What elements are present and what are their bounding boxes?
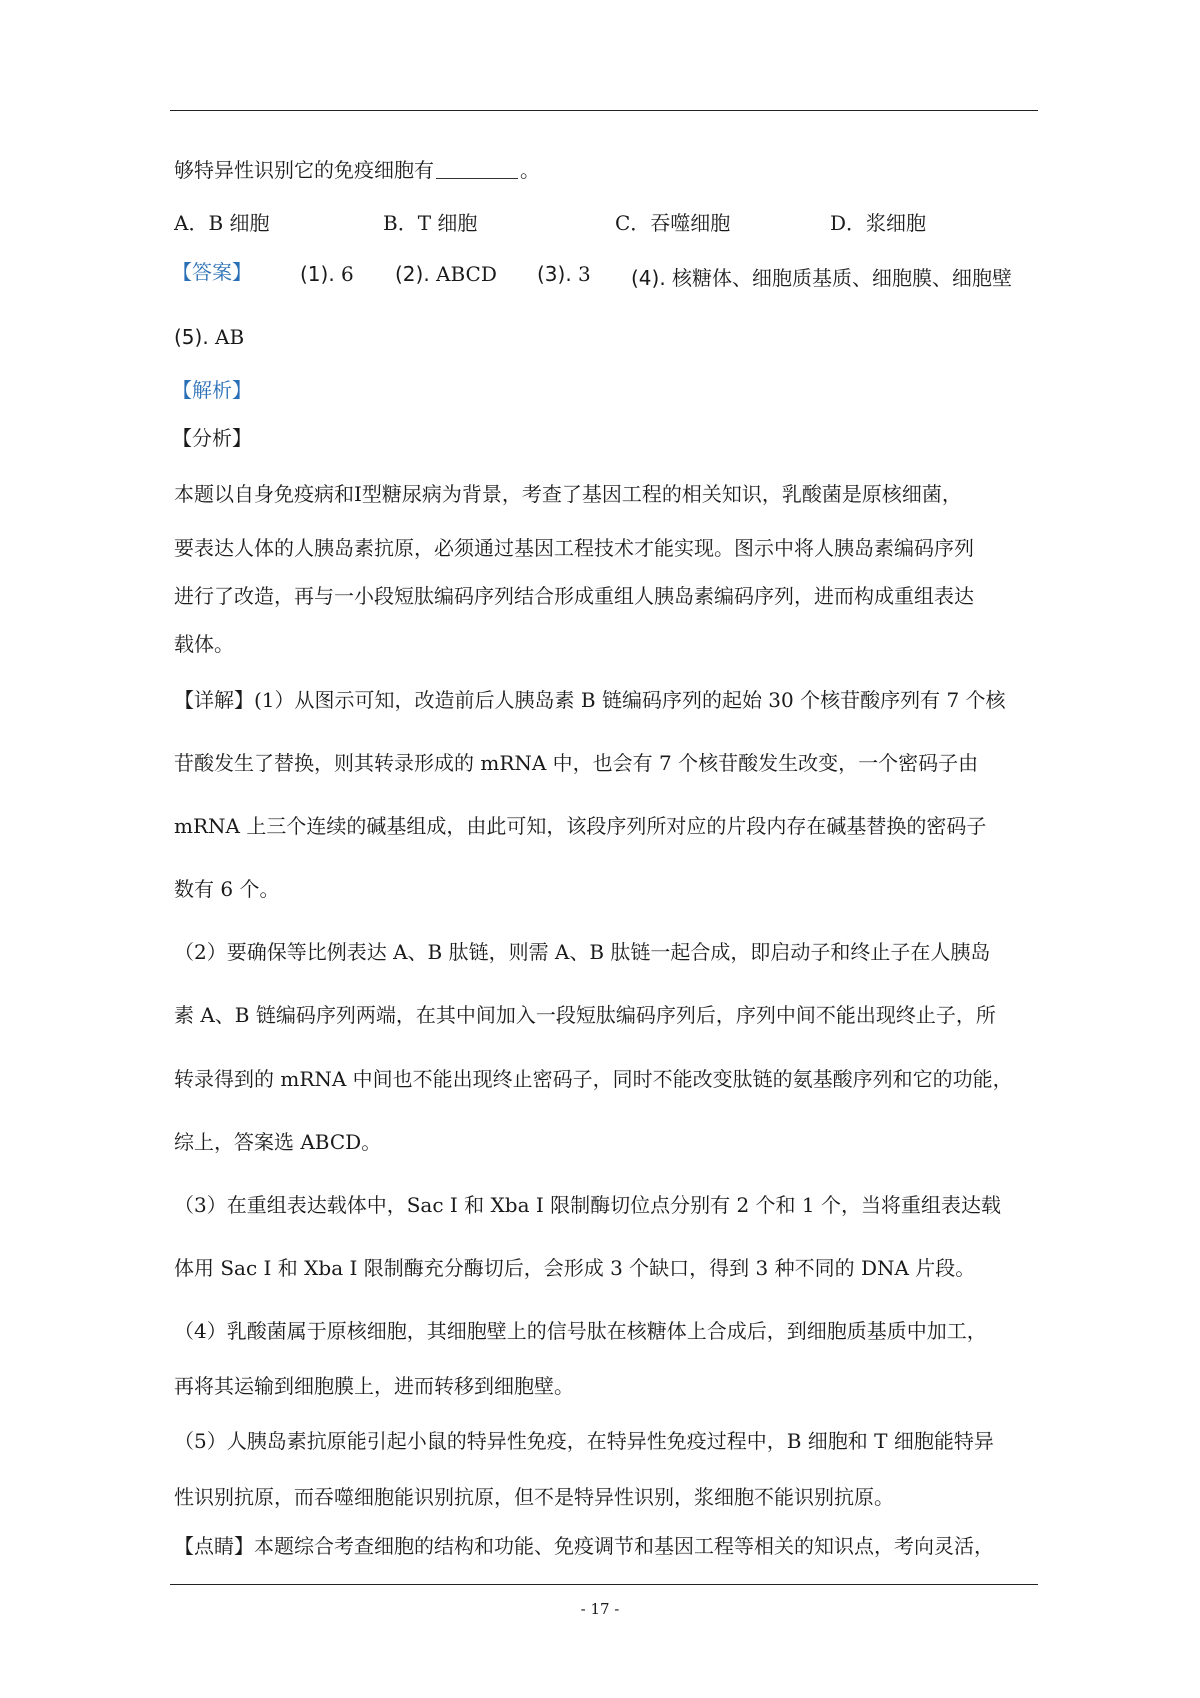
fenxi-label: 【分析】 [172, 426, 252, 450]
paragraph-line: 转录得到的 mRNA 中间也不能出现终止密码子，同时不能改变肽链的氨基酸序列和它的功能， [174, 1067, 1013, 1091]
paragraph-line: （4）乳酸菌属于原核细胞，其细胞壁上的信号肽在核糖体上合成后，到细胞质基质中加工， [174, 1319, 987, 1343]
paragraph-line: （2）要确保等比例表达 A、B 肽链，则需 A、B 肽链一起合成，即启动子和终止子在人胰岛 [174, 940, 991, 964]
answer-item-3: (3). 3 [537, 262, 591, 286]
option-b: B．T 细胞 [383, 211, 478, 235]
header-rule [170, 110, 1038, 111]
answer-item-2: (2). ABCD [395, 262, 497, 286]
paragraph-line: 【点睛】本题综合考查细胞的结构和功能、免疫调节和基因工程等相关的知识点，考向灵活， [174, 1534, 994, 1558]
option-a: A．B 细胞 [174, 211, 270, 235]
question-tail: 够特异性识别它的免疫细胞有 。 [174, 158, 540, 182]
option-c: C．吞噬细胞 [615, 211, 731, 235]
paragraph-line: 【详解】(1）从图示可知，改造前后人胰岛素 B 链编码序列的起始 30 个核苷酸序列有 7 个核 [174, 688, 1006, 712]
footer-rule [170, 1584, 1038, 1585]
paragraph-line: 要表达人体的人胰岛素抗原，必须通过基因工程技术才能实现。图示中将人胰岛素编码序列 [174, 536, 974, 560]
paragraph-line: 本题以自身免疫病和Ⅰ型糖尿病为背景，考查了基因工程的相关知识，乳酸菌是原核细菌， [174, 482, 962, 506]
answer-item-1: (1). 6 [300, 262, 354, 286]
paragraph-line: 体用 Sac Ⅰ 和 Xba Ⅰ 限制酶充分酶切后，会形成 3 个缺口，得到 3 种不同的 DNA 片段。 [174, 1256, 976, 1280]
paragraph-line: 再将其运输到细胞膜上，进而转移到细胞壁。 [174, 1374, 574, 1398]
analysis-label: 【解析】 [172, 378, 252, 402]
paragraph-line: 数有 6 个。 [174, 877, 280, 901]
paragraph-line: mRNA 上三个连续的碱基组成，由此可知，该段序列所对应的片段内存在碱基替换的密码子 [174, 814, 987, 838]
answer-blank [436, 160, 518, 179]
answer-item-5: (5). AB [174, 325, 245, 349]
page-number: - 17 - [580, 1600, 620, 1618]
paragraph-line: 性识别抗原，而吞噬细胞能识别抗原，但不是特异性识别，浆细胞不能识别抗原。 [174, 1485, 894, 1509]
answer-item-4: (4). 核糖体、细胞质基质、细胞膜、细胞壁 [631, 266, 1013, 290]
option-d: D．浆细胞 [830, 211, 927, 235]
paragraph-line: 苷酸发生了替换，则其转录形成的 mRNA 中，也会有 7 个核苷酸发生改变，一个密码子由 [174, 751, 979, 775]
paragraph-line: （5）人胰岛素抗原能引起小鼠的特异性免疫，在特异性免疫过程中，B 细胞和 T 细胞能特异 [174, 1429, 994, 1453]
paragraph-line: 进行了改造，再与一小段短肽编码序列结合形成重组人胰岛素编码序列，进而构成重组表达 [174, 584, 974, 608]
paragraph-line: 素 A、B 链编码序列两端，在其中间加入一段短肽编码序列后，序列中间不能出现终止子，所 [174, 1003, 996, 1027]
paragraph-line: 综上，答案选 ABCD。 [174, 1130, 382, 1154]
answer-label: 【答案】 [172, 260, 252, 284]
paragraph-line: 载体。 [174, 632, 234, 656]
paragraph-line: （3）在重组表达载体中，Sac Ⅰ 和 Xba Ⅰ 限制酶切位点分别有 2 个和 1 个，当将重组表达载 [174, 1193, 1001, 1217]
